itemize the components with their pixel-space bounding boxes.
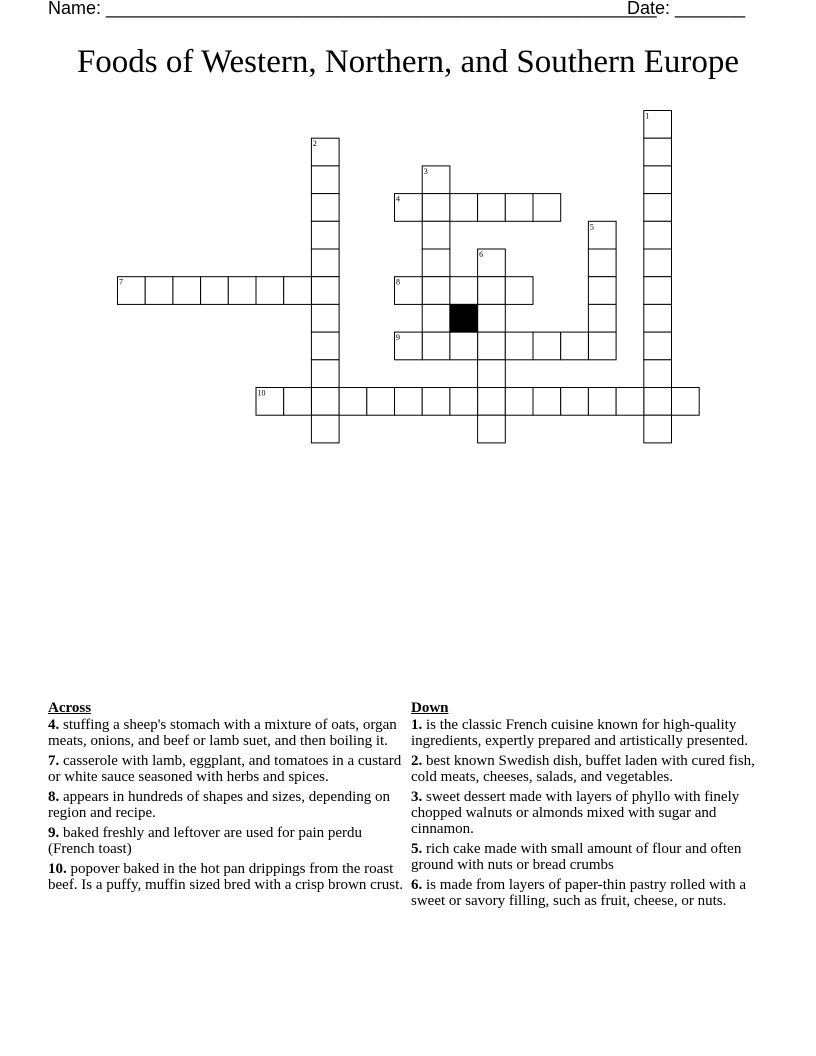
clue-number: 10. <box>48 861 67 877</box>
grid-cell[interactable] <box>644 277 672 305</box>
clue-text: is the classic French cuisine known for high-quality ingredients, expertly prepared and artistically presented. <box>411 717 748 749</box>
grid-cell[interactable] <box>533 194 561 222</box>
cell-number: 8 <box>396 277 400 287</box>
clue-text: sweet dessert made with layers of phyllo with finely chopped walnuts or almonds mixed with sugar and cinnamon. <box>411 789 740 837</box>
down-clue <box>411 877 771 909</box>
cell-number: 9 <box>396 333 400 343</box>
cell-number: 1 <box>645 111 650 121</box>
clue-number: 3. <box>411 789 423 805</box>
clue-text: best known Swedish dish, buffet laden with cured fish, cold meats, cheeses, salads, and vegetables. <box>411 753 755 785</box>
grid-cell[interactable] <box>339 388 367 416</box>
grid-cell[interactable] <box>644 332 672 360</box>
clue-text: casserole with lamb, eggplant, and tomatoes in a custard or white sauce seasoned with herbs and spices. <box>48 753 402 785</box>
grid-cell[interactable] <box>588 304 616 332</box>
grid-cell[interactable] <box>588 277 616 305</box>
grid-cell[interactable] <box>561 388 589 416</box>
grid-cell[interactable] <box>478 277 506 305</box>
grid-cell[interactable] <box>311 388 339 416</box>
grid-cell[interactable] <box>478 415 506 443</box>
clue-text: rich cake made with small amount of flour and often ground with nuts or bread crumbs <box>411 841 742 873</box>
cell-number: 7 <box>119 277 123 287</box>
clue-text: appears in hundreds of shapes and sizes, depending on region and recipe. <box>48 789 390 821</box>
down-heading: Down <box>411 700 449 716</box>
cell-number: 4 <box>396 194 400 204</box>
cell-number: 6 <box>479 250 484 259</box>
clue-number: 2. <box>411 753 423 769</box>
grid-cell[interactable] <box>505 194 533 222</box>
clue-number: 8. <box>48 789 60 805</box>
clue-number: 9. <box>48 825 60 841</box>
grid-cell[interactable] <box>422 332 450 360</box>
grid-cell[interactable] <box>311 221 339 249</box>
grid-cell[interactable] <box>533 332 561 360</box>
grid-cell[interactable] <box>311 304 339 332</box>
clue-number: 1. <box>411 717 423 733</box>
grid-cell[interactable] <box>311 277 339 305</box>
down-clue <box>411 717 771 749</box>
grid-cell[interactable] <box>450 194 478 222</box>
clue-number: 7. <box>48 753 60 769</box>
across-clue <box>48 717 406 749</box>
grid-cell[interactable] <box>561 332 589 360</box>
grid-cell[interactable] <box>311 360 339 388</box>
grid-cell[interactable] <box>588 332 616 360</box>
grid-cell[interactable] <box>478 332 506 360</box>
grid-cell[interactable] <box>450 277 478 305</box>
grid-cell[interactable] <box>145 277 173 305</box>
grid-cell[interactable] <box>422 388 450 416</box>
clue-number: 4. <box>48 717 60 733</box>
grid-cell[interactable] <box>422 194 450 222</box>
grid-cell[interactable] <box>644 194 672 222</box>
grid-cell[interactable] <box>644 415 672 443</box>
grid-cell[interactable] <box>588 388 616 416</box>
grid-cell[interactable] <box>478 194 506 222</box>
grid-cell[interactable] <box>422 221 450 249</box>
down-clue <box>411 841 771 873</box>
grid-cell[interactable] <box>644 138 672 166</box>
name-field[interactable]: Name: _______________________________________________________ <box>48 0 657 18</box>
grid-cell[interactable] <box>256 277 284 305</box>
grid-cell[interactable] <box>505 277 533 305</box>
down-clue <box>411 789 771 837</box>
cell-number: 5 <box>589 222 594 232</box>
clue-text: is made from layers of paper-thin pastry rolled with a sweet or savory filling, such as fruit, cheese, or nuts. <box>411 877 747 909</box>
across-clue <box>48 825 406 857</box>
grid-cell[interactable] <box>478 304 506 332</box>
grid-cell[interactable] <box>450 388 478 416</box>
across-clue <box>48 861 406 893</box>
grid-cell[interactable] <box>588 249 616 277</box>
grid-cell[interactable] <box>644 388 672 416</box>
grid-cell[interactable] <box>644 221 672 249</box>
grid-cell[interactable] <box>201 277 229 305</box>
grid-cell[interactable] <box>422 304 450 332</box>
down-clue <box>411 753 771 785</box>
grid-cell[interactable] <box>422 249 450 277</box>
grid-cell[interactable] <box>311 332 339 360</box>
grid-cell[interactable] <box>311 249 339 277</box>
grid-cell[interactable] <box>478 360 506 388</box>
clue-number: 5. <box>411 841 423 857</box>
grid-cell[interactable] <box>505 332 533 360</box>
across-clue <box>48 789 406 821</box>
cell-number: 2 <box>312 139 317 149</box>
grid-cell[interactable] <box>284 277 312 305</box>
grid-cell[interactable] <box>311 415 339 443</box>
grid-cell[interactable] <box>284 388 312 416</box>
grid-cell[interactable] <box>644 304 672 332</box>
clue-text: stuffing a sheep's stomach with a mixture of oats, organ meats, onions, and beef or lamb suet, and then boiling it. <box>48 717 397 749</box>
grid-cell[interactable] <box>367 388 395 416</box>
grid-cell[interactable] <box>644 360 672 388</box>
clue-text: popover baked in the hot pan drippings from the roast beef. Is a puffy, muffin sized bred with a crisp brown crust. <box>48 861 404 893</box>
grid-cell[interactable] <box>228 277 256 305</box>
grid-cell[interactable] <box>311 166 339 194</box>
cell-number: 10 <box>257 388 266 398</box>
across-clue <box>48 753 406 785</box>
cell-number: 3 <box>423 166 428 176</box>
grid-cell[interactable] <box>644 166 672 194</box>
grid-cell[interactable] <box>644 249 672 277</box>
blocked-cell <box>450 304 478 332</box>
crossword-grid <box>0 0 816 460</box>
across-heading: Across <box>48 700 92 716</box>
grid-cell[interactable] <box>616 388 644 416</box>
grid-cell[interactable] <box>478 388 506 416</box>
page-title: Foods of Western, Northern, and Southern Europe <box>76 44 740 80</box>
across-clues <box>48 700 406 897</box>
grid-cell[interactable] <box>450 332 478 360</box>
date-field[interactable]: Date: _______ <box>627 0 746 18</box>
grid-cell[interactable] <box>395 388 423 416</box>
grid-cell[interactable] <box>173 277 201 305</box>
grid-cell[interactable] <box>672 388 700 416</box>
grid-cell[interactable] <box>533 388 561 416</box>
grid-cell[interactable] <box>505 388 533 416</box>
down-clues <box>411 700 771 913</box>
grid-cell[interactable] <box>311 194 339 222</box>
grid-cell[interactable] <box>422 277 450 305</box>
clue-text: baked freshly and leftover are used for pain perdu (French toast) <box>48 825 363 857</box>
clue-number: 6. <box>411 877 423 893</box>
